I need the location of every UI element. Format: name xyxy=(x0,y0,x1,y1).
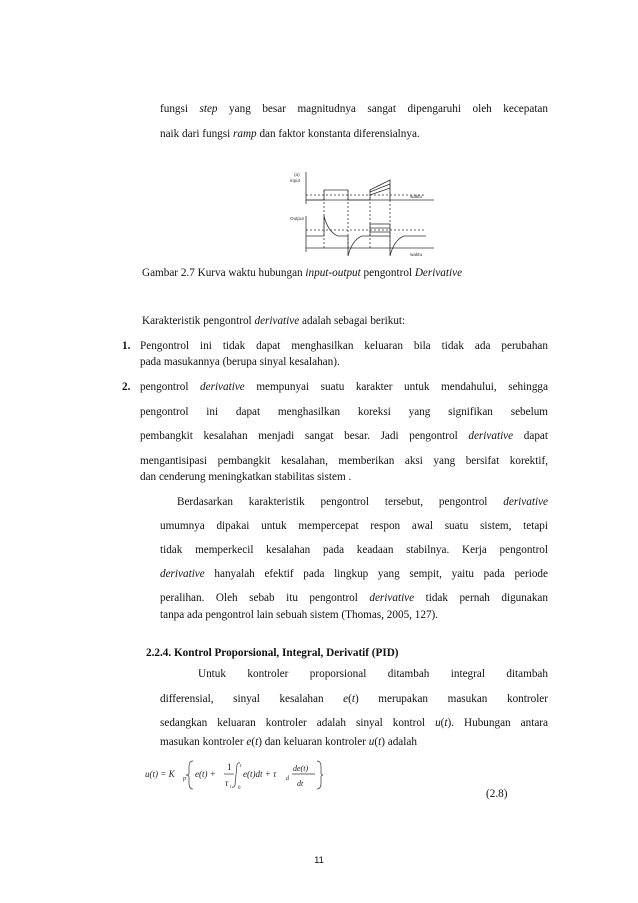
summary-line-1: Berdasarkan karakteristik pengontrol tersebut, pengontrol derivative xyxy=(177,496,548,508)
eq-sub-p: p xyxy=(183,776,186,782)
eq-sub-i: i xyxy=(230,785,232,790)
eq-int-lower: 0 xyxy=(238,786,241,791)
eq-lhs: u(t) = K xyxy=(145,769,175,779)
input-ramp-signal xyxy=(370,180,390,200)
item-2-line-5: dan cenderung meningkatkan stabilitas sistem . xyxy=(140,471,352,483)
item-1-number: 1. xyxy=(122,340,131,352)
equation-number: (2.8) xyxy=(486,788,508,800)
section-line-1: Untuk kontroler proporsional ditambah integral ditambah xyxy=(198,668,548,680)
input-ramp-line-3 xyxy=(370,188,390,195)
eq-frac-den: τ xyxy=(225,778,229,788)
characteristics-heading: Karakteristik pengontrol derivative adalah sebagai berikut: xyxy=(142,315,406,327)
eq-integral-sign xyxy=(232,763,240,788)
section-line-2: differensial, sinyal kesalahan e(t) merupakan masukan kontroler xyxy=(160,693,548,705)
eq-deriv-num: de(t) xyxy=(293,764,309,773)
item-2-line-2: pengontrol ini dapat menghasilkan koreksi yang signifikan sebelum xyxy=(140,406,548,418)
figure-caption: Gambar 2.7 Kurva waktu hubungan input-output pengontrol Derivative xyxy=(142,267,463,279)
summary-line-4: derivative hanyalah efektif pada lingkup yang sempit, yaitu pada periode xyxy=(160,568,548,580)
figure-label-a: (a) xyxy=(294,172,300,177)
eq-right-brace xyxy=(317,761,323,789)
item-2-number: 2. xyxy=(122,381,131,393)
eq-deriv-den: dt xyxy=(297,779,304,788)
figure-label-waktu-2: waktu xyxy=(410,252,423,257)
eq-term1: e(t) + xyxy=(195,769,216,779)
section-line-4: masukan kontroler e(t) dan keluaran kontroler u(t) adalah xyxy=(160,736,417,748)
item-1-line-1: Pengontrol ini tidak dapat menghasilkan keluaran bila tidak ada perubahan xyxy=(140,340,548,352)
eq-left-brace xyxy=(186,761,193,789)
figure-label-waktu-1: waktu xyxy=(410,194,423,199)
eq-int-upper: t xyxy=(240,764,242,769)
figure-label-output: Output xyxy=(290,216,304,221)
item-2-line-3: pembangkit kesalahan menjadi sangat besar. Jadi pengontrol derivative dapat xyxy=(140,430,548,442)
figure-label-input: input xyxy=(290,178,300,183)
pid-equation xyxy=(143,757,323,793)
summary-line-2: umumnya dipakai untuk mempercepat respon awal suatu sistem, tetapi xyxy=(160,520,548,532)
eq-frac-num: 1 xyxy=(227,762,232,772)
summary-line-5: peralihan. Oleh sebab itu pengontrol derivative tidak pernah digunakan xyxy=(160,592,548,604)
eq-term2: e(t)dt + τ xyxy=(243,769,277,779)
intro-line-1: fungsi step yang besar magnitudnya sangat dipengaruhi oleh kecepatan xyxy=(160,103,548,115)
page-number: 11 xyxy=(314,855,324,866)
output-spike-signal xyxy=(306,216,370,256)
section-line-3: sedangkan keluaran kontroler adalah sinyal kontrol u(t). Hubungan antara xyxy=(160,717,548,729)
eq-sub-d: d xyxy=(286,776,289,782)
summary-line-3: tidak memperkecil kesalahan pada keadaan stabilnya. Kerja pengontrol xyxy=(160,544,548,556)
intro-line-2: naik dari fungsi ramp dan faktor konstanta diferensialnya. xyxy=(160,128,420,140)
item-2-line-4: mengantisipasi pembangkit kesalahan, memberikan aksi yang bersifat korektif, xyxy=(140,455,548,467)
item-1-line-2: pada masukannya (berupa sinyal kesalahan). xyxy=(140,356,340,368)
item-2-line-1: pengontrol derivative mempunyai suatu karakter untuk mendahului, sehingga xyxy=(140,381,548,393)
derivative-response-figure xyxy=(286,170,436,262)
section-heading: 2.2.4. Kontrol Proporsional, Integral, Derivatif (PID) xyxy=(146,647,399,659)
summary-line-6: tanpa ada pengontrol lain sebuah sistem (Thomas, 2005, 127). xyxy=(160,609,439,621)
